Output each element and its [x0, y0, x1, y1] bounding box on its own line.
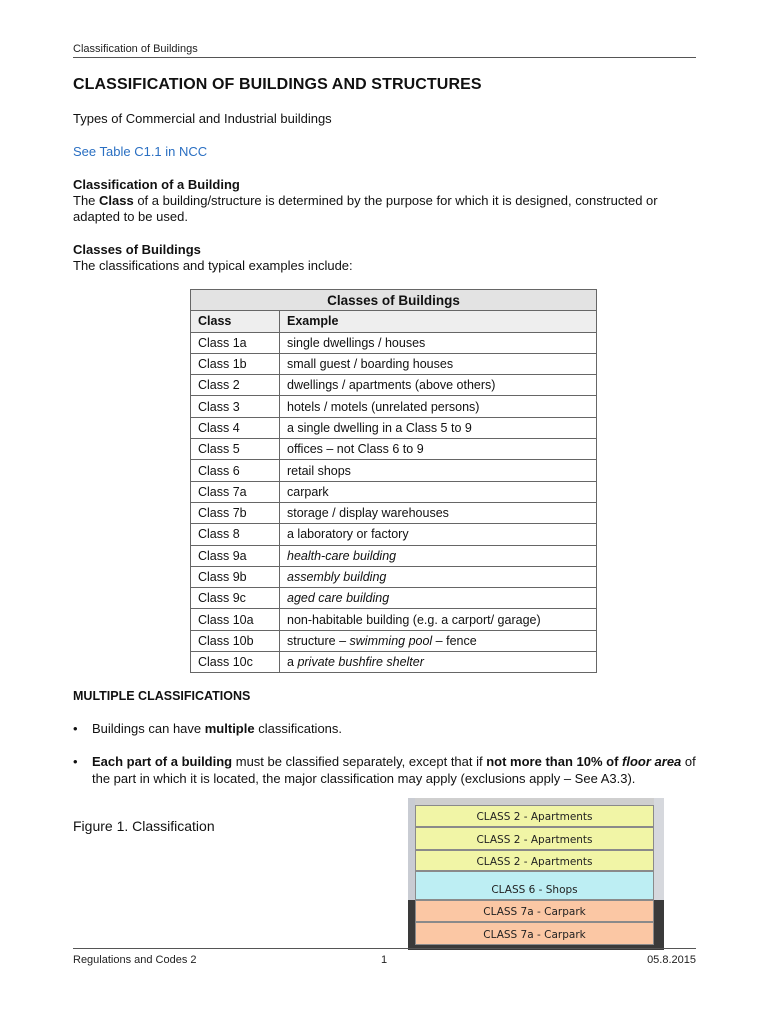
- classification-text-pre: The: [73, 193, 100, 208]
- example-cell: hotels / motels (unrelated persons): [280, 396, 597, 417]
- ncc-table-link[interactable]: See Table C1.1 in NCC: [73, 144, 208, 159]
- floor-label: CLASS 2 - Apartments: [476, 811, 593, 823]
- classes-heading: Classes of Buildings: [73, 242, 201, 257]
- class-cell: Class 9a: [191, 545, 280, 566]
- class-cell: Class 4: [191, 417, 280, 438]
- floor-label: CLASS 7a - Carpark: [483, 929, 586, 941]
- table-row: [191, 481, 597, 502]
- class-term: Class: [99, 193, 134, 208]
- class-cell: Class 1a: [191, 332, 280, 353]
- bullet-icon: •: [73, 721, 78, 736]
- example-cell: aged care building: [280, 588, 597, 609]
- table-row: [191, 396, 597, 417]
- class-cell: Class 2: [191, 375, 280, 396]
- class-cell: Class 8: [191, 524, 280, 545]
- column-header-class: Class: [191, 311, 280, 332]
- classification-diagram: [408, 798, 664, 950]
- classes-table: [190, 289, 597, 673]
- figure-caption: Figure 1. Classification: [73, 818, 215, 834]
- bullet-text-pre: Buildings can have: [92, 721, 205, 736]
- table-caption: Classes of Buildings: [191, 290, 597, 311]
- floor-label: CLASS 6 - Shops: [491, 884, 578, 896]
- class-cell: Class 10c: [191, 652, 280, 673]
- floor-band: [415, 922, 654, 945]
- multiple-classifications-heading: MULTIPLE CLASSIFICATIONS: [73, 689, 251, 703]
- classes-section: [73, 242, 693, 274]
- floor-band: [415, 805, 654, 827]
- table-row: [191, 460, 597, 481]
- floor-area-term: floor area: [622, 754, 682, 769]
- table-row: [191, 353, 597, 374]
- class-cell: Class 7a: [191, 481, 280, 502]
- floor-label: CLASS 2 - Apartments: [476, 856, 593, 868]
- class-cell: Class 5: [191, 439, 280, 460]
- bullet-icon: •: [73, 754, 78, 769]
- bullet-text-post: classifications.: [254, 721, 343, 736]
- table-row: [191, 524, 597, 545]
- classification-heading: Classification of a Building: [73, 177, 240, 192]
- table-row: [191, 417, 597, 438]
- example-cell: storage / display warehouses: [280, 502, 597, 523]
- example-cell: [280, 652, 597, 673]
- example-cell: health-care building: [280, 545, 597, 566]
- floor-band: [415, 900, 654, 922]
- floor-label: CLASS 2 - Apartments: [476, 834, 593, 846]
- table-row: [191, 439, 597, 460]
- column-header-example: Example: [280, 311, 597, 332]
- table-row: [191, 630, 597, 651]
- class-cell: Class 1b: [191, 353, 280, 374]
- table-row: [191, 332, 597, 353]
- class-cell: Class 6: [191, 460, 280, 481]
- table-row: [191, 609, 597, 630]
- footer-course: Regulations and Codes 2: [73, 954, 197, 966]
- classes-text: The classifications and typical examples include:: [73, 258, 353, 273]
- intro-text: Types of Commercial and Industrial buildings: [73, 111, 332, 126]
- footer-page-number: 1: [381, 954, 388, 966]
- example-text-pre: a: [287, 655, 298, 670]
- example-text-italic: private bushfire shelter: [297, 655, 424, 670]
- list-item: [73, 720, 698, 737]
- table-row: [191, 545, 597, 566]
- bullet-text-bold: Each part of a building: [92, 754, 233, 769]
- table-row: [191, 375, 597, 396]
- example-cell: carpark: [280, 481, 597, 502]
- classification-text: [73, 193, 693, 225]
- classification-section: [73, 177, 693, 225]
- class-cell: Class 9c: [191, 588, 280, 609]
- example-cell: dwellings / apartments (above others): [280, 375, 597, 396]
- bullet-text-mid: must be classified separately, except that if: [232, 754, 487, 769]
- bullet-text-post: of the part in which it is located, the major classification may apply (exclusions apply – See A3.3).: [92, 754, 696, 786]
- class-cell: Class 9b: [191, 566, 280, 587]
- footer-date: 05.8.2015: [647, 954, 696, 966]
- example-cell: offices – not Class 6 to 9: [280, 439, 597, 460]
- example-text-pre: structure –: [287, 633, 350, 648]
- class-cell: Class 10a: [191, 609, 280, 630]
- table-row: [191, 502, 597, 523]
- class-cell: Class 3: [191, 396, 280, 417]
- bullet-text-bold-2: not more than 10% of: [486, 754, 623, 769]
- table-row: [191, 588, 597, 609]
- floor-band: [415, 850, 654, 871]
- list-item: [73, 753, 698, 787]
- example-cell: assembly building: [280, 566, 597, 587]
- example-cell: retail shops: [280, 460, 597, 481]
- example-cell: single dwellings / houses: [280, 332, 597, 353]
- page-footer: [73, 948, 696, 966]
- example-cell: [280, 630, 597, 651]
- floor-label: CLASS 7a - Carpark: [483, 906, 586, 918]
- running-header: Classification of Buildings: [73, 43, 696, 58]
- class-cell: Class 10b: [191, 630, 280, 651]
- example-text-post: – fence: [432, 633, 477, 648]
- bullet-text-bold: multiple: [204, 721, 255, 736]
- example-cell: a single dwelling in a Class 5 to 9: [280, 417, 597, 438]
- example-cell: a laboratory or factory: [280, 524, 597, 545]
- floor-band: [415, 871, 654, 900]
- table-row: [191, 566, 597, 587]
- multiple-classifications-list: [73, 720, 698, 803]
- example-text-italic: swimming pool: [349, 633, 433, 648]
- floor-band: [415, 827, 654, 850]
- table-row: [191, 652, 597, 673]
- example-cell: non-habitable building (e.g. a carport/ garage): [280, 609, 597, 630]
- document-title: CLASSIFICATION OF BUILDINGS AND STRUCTURES: [73, 76, 482, 93]
- class-cell: Class 7b: [191, 502, 280, 523]
- example-cell: small guest / boarding houses: [280, 353, 597, 374]
- classification-text-post: of a building/structure is determined by the purpose for which it is designed, constructed or adapted to be used.: [73, 193, 658, 224]
